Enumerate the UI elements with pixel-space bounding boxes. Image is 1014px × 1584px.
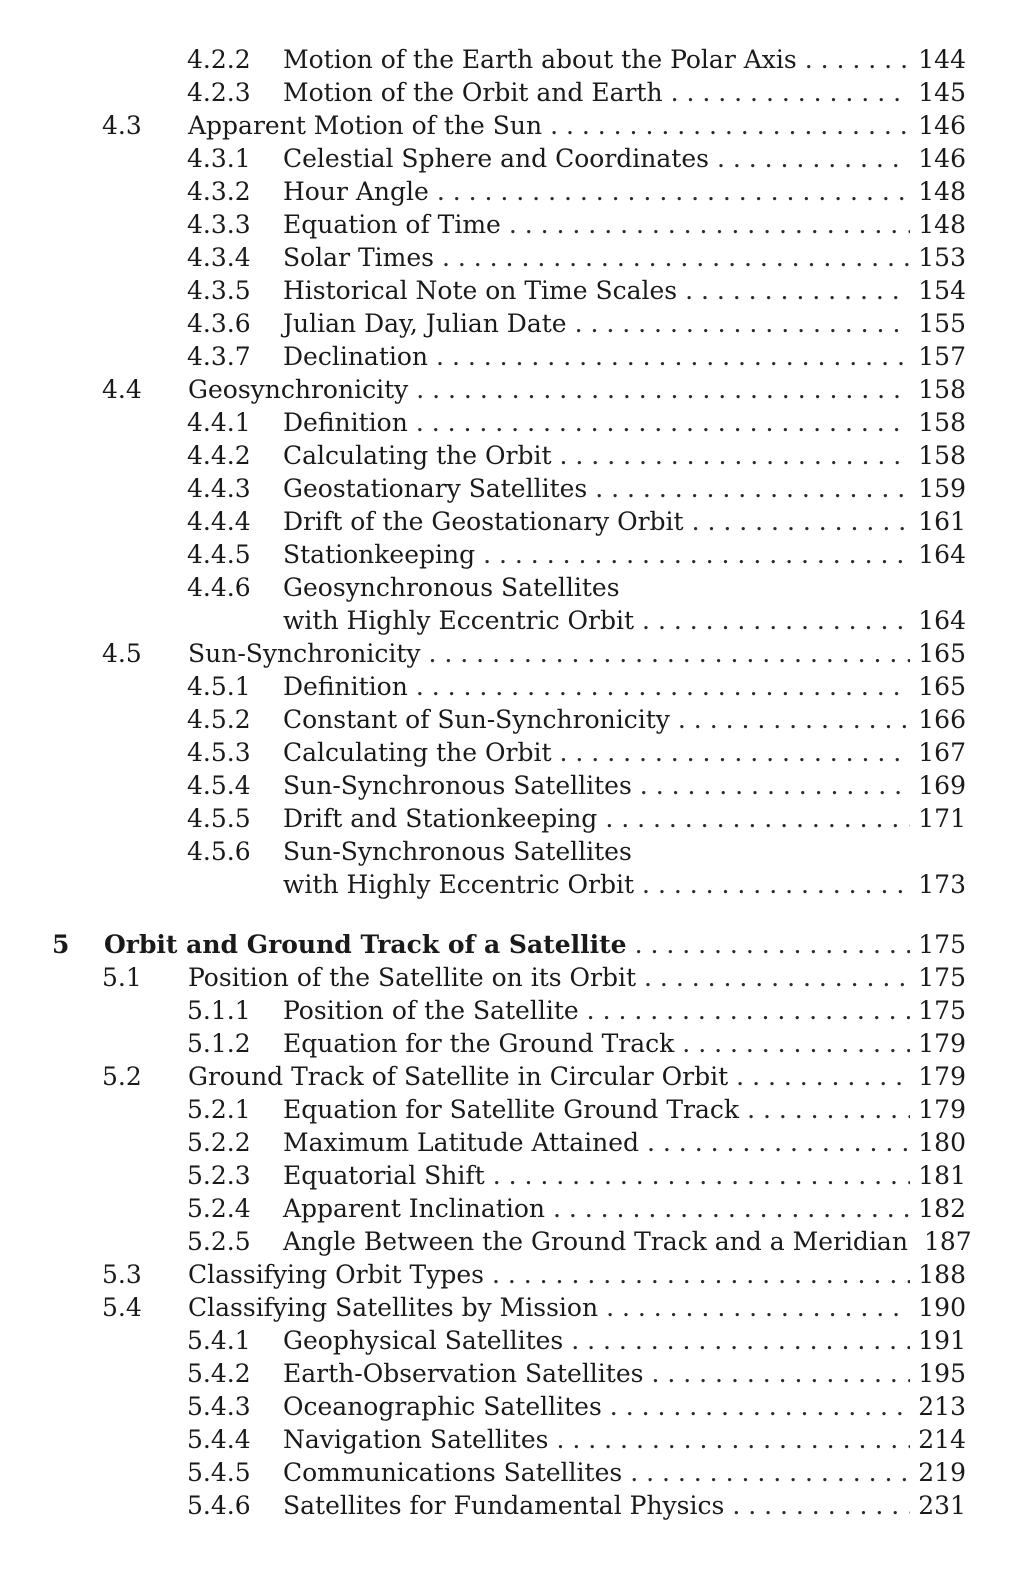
dot-leader bbox=[560, 736, 911, 769]
toc-entry-line bbox=[283, 1225, 972, 1258]
toc-entry-line bbox=[283, 1126, 966, 1159]
toc-entry-line bbox=[283, 175, 966, 208]
dot-leader bbox=[671, 76, 911, 109]
dot-leader bbox=[416, 670, 910, 703]
toc-entry-number: 5.2 bbox=[102, 1062, 142, 1091]
dot-leader bbox=[635, 928, 911, 961]
toc-entry-page-number: 169 bbox=[918, 771, 966, 800]
toc-entry-page-number: 148 bbox=[918, 177, 966, 206]
toc-subsection-entry bbox=[0, 241, 1014, 274]
toc-entry-line bbox=[283, 1456, 966, 1489]
toc-entry-line bbox=[188, 109, 966, 142]
toc-entry-page-number: 179 bbox=[918, 1062, 966, 1091]
toc-entry-title: Maximum Latitude Attained bbox=[283, 1128, 640, 1157]
toc-entry-number: 5.4.6 bbox=[187, 1491, 251, 1520]
toc-entry-line bbox=[188, 637, 966, 670]
toc-subsection-entry bbox=[0, 1423, 1014, 1456]
toc-entry-number: 4.3.6 bbox=[187, 309, 251, 338]
toc-section-entry bbox=[0, 1291, 1014, 1324]
toc-subsection-entry bbox=[0, 307, 1014, 340]
dot-leader bbox=[595, 472, 910, 505]
toc-entry-number: 5.1.2 bbox=[187, 1029, 251, 1058]
toc-entry-title: Equation of Time bbox=[283, 210, 501, 239]
toc-entry-page-number: 164 bbox=[918, 606, 966, 635]
toc-entry-number: 4.5 bbox=[102, 639, 142, 668]
toc-entry-line bbox=[188, 1060, 966, 1093]
toc-entry-title: Definition bbox=[283, 408, 408, 437]
toc-subsection-entry bbox=[0, 538, 1014, 571]
toc-entry-page-number: 145 bbox=[918, 78, 966, 107]
dot-leader bbox=[442, 241, 910, 274]
dot-leader bbox=[717, 142, 910, 175]
toc-subsection-entry bbox=[0, 835, 1014, 868]
toc-entry-number: 4.3.3 bbox=[187, 210, 251, 239]
dot-leader bbox=[556, 1423, 910, 1456]
toc-subsection-entry bbox=[0, 1126, 1014, 1159]
toc-entry-page-number: 146 bbox=[918, 111, 966, 140]
toc-subsection-entry bbox=[0, 208, 1014, 241]
toc-entry-title: Geostationary Satellites bbox=[283, 474, 588, 503]
toc-entry-line bbox=[283, 439, 966, 472]
toc-entry-title: Apparent Inclination bbox=[283, 1194, 545, 1223]
toc-chapter-entry bbox=[0, 928, 1014, 961]
toc-section-entry bbox=[0, 1258, 1014, 1291]
toc-subsection-entry bbox=[0, 274, 1014, 307]
toc-entry-line bbox=[283, 43, 966, 76]
toc-entry-line bbox=[283, 406, 966, 439]
toc-entry-line bbox=[283, 868, 966, 901]
toc-entry-number: 5.4.1 bbox=[187, 1326, 251, 1355]
dot-leader bbox=[587, 994, 911, 1027]
toc-entry-number: 5.4.3 bbox=[187, 1392, 251, 1421]
toc-entry-page-number: 158 bbox=[918, 441, 966, 470]
toc-entry-title: Classifying Satellites by Mission bbox=[188, 1293, 599, 1322]
toc-subsection-entry bbox=[0, 76, 1014, 109]
toc-entry-page-number: 179 bbox=[918, 1095, 966, 1124]
dot-leader bbox=[610, 1390, 910, 1423]
toc-entry-number: 5.1.1 bbox=[187, 996, 251, 1025]
toc-entry-number: 4.4.4 bbox=[187, 507, 251, 536]
toc-entry-page-number: 165 bbox=[918, 672, 966, 701]
toc-entry-title: Historical Note on Time Scales bbox=[283, 276, 678, 305]
toc-subsection-entry bbox=[0, 1225, 1014, 1258]
toc-entry-page-number: 213 bbox=[918, 1392, 966, 1421]
toc-entry-page-number: 158 bbox=[918, 408, 966, 437]
toc-entry-line bbox=[104, 928, 966, 961]
toc-entry-page-number: 148 bbox=[918, 210, 966, 239]
toc-entry-title: Motion of the Earth about the Polar Axis bbox=[283, 45, 797, 74]
dot-leader bbox=[550, 109, 910, 142]
toc-entry-line bbox=[283, 1489, 966, 1522]
dot-leader bbox=[575, 307, 911, 340]
toc-entry-page-number: 175 bbox=[918, 930, 966, 959]
toc-entry-number: 4.3.2 bbox=[187, 177, 251, 206]
toc-entry-number: 4.5.3 bbox=[187, 738, 251, 767]
toc-entry-line bbox=[283, 1027, 966, 1060]
toc-entry-number: 4.4.2 bbox=[187, 441, 251, 470]
toc-entry-number: 4.5.4 bbox=[187, 771, 251, 800]
toc-entry-title: Equation for the Ground Track bbox=[283, 1029, 675, 1058]
dot-leader bbox=[736, 1060, 910, 1093]
dot-leader bbox=[682, 1027, 910, 1060]
toc-entry-title: Drift of the Geostationary Orbit bbox=[283, 507, 684, 536]
toc-entry-number: 4.3 bbox=[102, 111, 142, 140]
dot-leader bbox=[429, 637, 911, 670]
dot-leader bbox=[492, 1258, 910, 1291]
toc-subsection-entry bbox=[0, 604, 1014, 637]
toc-entry-number: 4.4.3 bbox=[187, 474, 251, 503]
toc-entry-page-number: 166 bbox=[918, 705, 966, 734]
toc-entry-title: Earth-Observation Satellites bbox=[283, 1359, 644, 1388]
toc-entry-line bbox=[283, 1093, 966, 1126]
toc-entry-title: Navigation Satellites bbox=[283, 1425, 549, 1454]
toc-entry-title: Calculating the Orbit bbox=[283, 738, 552, 767]
toc-entry-page-number: 157 bbox=[918, 342, 966, 371]
toc-list bbox=[0, 43, 1014, 1522]
toc-entry-title: Satellites for Fundamental Physics bbox=[283, 1491, 725, 1520]
toc-subsection-entry bbox=[0, 439, 1014, 472]
toc-entry-number: 4.2.2 bbox=[187, 45, 251, 74]
toc-entry-title: Calculating the Orbit bbox=[283, 441, 552, 470]
toc-entry-page-number: 179 bbox=[918, 1029, 966, 1058]
toc-subsection-entry bbox=[0, 1093, 1014, 1126]
dot-leader bbox=[483, 538, 910, 571]
toc-subsection-entry bbox=[0, 505, 1014, 538]
toc-subsection-entry bbox=[0, 571, 1014, 604]
toc-entry-page-number: 171 bbox=[918, 804, 966, 833]
toc-entry-title: Declination bbox=[283, 342, 429, 371]
toc-entry-line bbox=[283, 1390, 966, 1423]
toc-entry-line bbox=[283, 538, 966, 571]
toc-subsection-entry bbox=[0, 703, 1014, 736]
toc-entry-page-number: 191 bbox=[918, 1326, 966, 1355]
toc-entry-line bbox=[283, 274, 966, 307]
toc-entry-line bbox=[283, 208, 966, 241]
toc-entry-line bbox=[283, 994, 966, 1027]
toc-entry-number: 5.2.2 bbox=[187, 1128, 251, 1157]
dot-leader bbox=[642, 868, 910, 901]
dot-leader bbox=[640, 769, 910, 802]
dot-leader bbox=[437, 175, 910, 208]
dot-leader bbox=[436, 340, 910, 373]
toc-entry-line bbox=[283, 1324, 966, 1357]
toc-subsection-entry bbox=[0, 340, 1014, 373]
toc-entry-page-number: 146 bbox=[918, 144, 966, 173]
toc-subsection-entry bbox=[0, 1159, 1014, 1192]
toc-entry-line bbox=[283, 307, 966, 340]
toc-entry-page-number: 144 bbox=[918, 45, 966, 74]
toc-entry-title: Sun-Synchronous Satellites bbox=[283, 837, 632, 866]
toc-entry-page-number: 188 bbox=[918, 1260, 966, 1289]
toc-entry-title: Position of the Satellite bbox=[283, 996, 579, 1025]
toc-entry-line bbox=[188, 373, 966, 406]
toc-subsection-entry bbox=[0, 472, 1014, 505]
toc-entry-line bbox=[283, 1357, 966, 1390]
toc-entry-title: Geosynchronicity bbox=[188, 375, 409, 404]
toc-entry-line bbox=[283, 1192, 966, 1225]
dot-leader bbox=[647, 1126, 910, 1159]
toc-entry-page-number: 180 bbox=[918, 1128, 966, 1157]
toc-entry-title: Geophysical Satellites bbox=[283, 1326, 564, 1355]
toc-entry-title: Angle Between the Ground Track and a Meridian bbox=[283, 1227, 908, 1256]
toc-entry-number: 4.3.1 bbox=[187, 144, 251, 173]
dot-leader bbox=[630, 1456, 910, 1489]
toc-subsection-entry bbox=[0, 802, 1014, 835]
toc-entry-page-number: 187 bbox=[923, 1227, 972, 1256]
toc-entry-number: 4.4.6 bbox=[187, 573, 251, 602]
toc-entry-page-number: 175 bbox=[918, 996, 966, 1025]
toc-entry-page-number: 173 bbox=[918, 870, 966, 899]
toc-entry-page-number: 214 bbox=[918, 1425, 966, 1454]
toc-subsection-entry bbox=[0, 406, 1014, 439]
toc-entry-number: 5.2.4 bbox=[187, 1194, 251, 1223]
toc-section-entry bbox=[0, 373, 1014, 406]
toc-subsection-entry bbox=[0, 1390, 1014, 1423]
toc-subsection-entry bbox=[0, 1357, 1014, 1390]
dot-leader bbox=[509, 208, 910, 241]
dot-leader bbox=[416, 406, 910, 439]
toc-entry-line bbox=[283, 604, 966, 637]
toc-subsection-entry bbox=[0, 769, 1014, 802]
toc-entry-number: 5.4.4 bbox=[187, 1425, 251, 1454]
toc-entry-number: 4.2.3 bbox=[187, 78, 251, 107]
toc-entry-title: Solar Times bbox=[283, 243, 434, 272]
toc-entry-number: 5.3 bbox=[102, 1260, 142, 1289]
toc-entry-title: Julian Day, Julian Date bbox=[283, 309, 567, 338]
toc-entry-number: 4.5.1 bbox=[187, 672, 251, 701]
toc-section-entry bbox=[0, 961, 1014, 994]
toc-subsection-entry bbox=[0, 868, 1014, 901]
toc-entry-page-number: 165 bbox=[918, 639, 966, 668]
toc-entry-page-number: 159 bbox=[918, 474, 966, 503]
toc-entry-title: Ground Track of Satellite in Circular Orbit bbox=[188, 1062, 729, 1091]
toc-entry-number: 4.3.4 bbox=[187, 243, 251, 272]
toc-section-entry bbox=[0, 109, 1014, 142]
toc-entry-page-number: 181 bbox=[918, 1161, 966, 1190]
toc-entry-line bbox=[188, 1291, 966, 1324]
toc-entry-title: Oceanographic Satellites bbox=[283, 1392, 602, 1421]
toc-entry-number: 5.1 bbox=[102, 963, 142, 992]
dot-leader bbox=[685, 274, 910, 307]
toc-entry-number: 5.4.5 bbox=[187, 1458, 251, 1487]
toc-subsection-entry bbox=[0, 142, 1014, 175]
dot-leader bbox=[571, 1324, 910, 1357]
dot-leader bbox=[692, 505, 911, 538]
toc-entry-number: 4.5.2 bbox=[187, 705, 251, 734]
toc-entry-line bbox=[283, 340, 966, 373]
toc-entry-line bbox=[283, 241, 966, 274]
toc-entry-number: 5.2.3 bbox=[187, 1161, 251, 1190]
toc-entry-line bbox=[283, 703, 966, 736]
toc-section-entry bbox=[0, 637, 1014, 670]
dot-leader bbox=[642, 604, 910, 637]
toc-entry-number: 5.4.2 bbox=[187, 1359, 251, 1388]
toc-entry-title: with Highly Eccentric Orbit bbox=[283, 870, 635, 899]
dot-leader bbox=[560, 439, 911, 472]
toc-entry-title: Celestial Sphere and Coordinates bbox=[283, 144, 709, 173]
toc-entry-line bbox=[188, 961, 966, 994]
dot-leader bbox=[805, 43, 911, 76]
toc-subsection-entry bbox=[0, 43, 1014, 76]
toc-entry-page-number: 190 bbox=[918, 1293, 966, 1322]
toc-entry-title: Sun-Synchronous Satellites bbox=[283, 771, 632, 800]
toc-entry-line bbox=[283, 1159, 966, 1192]
toc-entry-title: Orbit and Ground Track of a Satellite bbox=[104, 930, 627, 959]
toc-entry-page-number: 182 bbox=[918, 1194, 966, 1223]
toc-subsection-entry bbox=[0, 670, 1014, 703]
toc-entry-title: Equatorial Shift bbox=[283, 1161, 485, 1190]
toc-subsection-entry bbox=[0, 175, 1014, 208]
toc-entry-number: 5.2.1 bbox=[187, 1095, 251, 1124]
toc-entry-line bbox=[283, 505, 966, 538]
toc-entry-number: 5.4 bbox=[102, 1293, 142, 1322]
toc-entry-title: Drift and Stationkeeping bbox=[283, 804, 598, 833]
toc-entry-line bbox=[283, 670, 966, 703]
toc-entry-line bbox=[283, 472, 966, 505]
toc-entry-page-number: 175 bbox=[918, 963, 966, 992]
toc-entry-line bbox=[283, 1423, 966, 1456]
toc-entry-line bbox=[188, 1258, 966, 1291]
toc-entry-title: Equation for Satellite Ground Track bbox=[283, 1095, 740, 1124]
toc-entry-number: 4.5.6 bbox=[187, 837, 251, 866]
toc-entry-page-number: 167 bbox=[918, 738, 966, 767]
dot-leader bbox=[747, 1093, 910, 1126]
toc-entry-number: 5.2.5 bbox=[187, 1227, 251, 1256]
toc-entry-title: Definition bbox=[283, 672, 408, 701]
toc-subsection-entry bbox=[0, 1324, 1014, 1357]
toc-subsection-entry bbox=[0, 1192, 1014, 1225]
toc-entry-number: 4.5.5 bbox=[187, 804, 251, 833]
dot-leader bbox=[606, 1291, 910, 1324]
toc-entry-page-number: 195 bbox=[918, 1359, 966, 1388]
toc-subsection-entry bbox=[0, 994, 1014, 1027]
toc-entry-line bbox=[283, 736, 966, 769]
toc-entry-page-number: 154 bbox=[918, 276, 966, 305]
dot-leader bbox=[678, 703, 910, 736]
toc-entry-line bbox=[283, 142, 966, 175]
dot-leader bbox=[493, 1159, 911, 1192]
toc-entry-number: 4.3.5 bbox=[187, 276, 251, 305]
toc-entry-title: Position of the Satellite on its Orbit bbox=[188, 963, 637, 992]
toc-entry-title: Communications Satellites bbox=[283, 1458, 623, 1487]
dot-leader bbox=[416, 373, 910, 406]
toc-entry-title: Apparent Motion of the Sun bbox=[188, 111, 543, 140]
dot-leader bbox=[605, 802, 910, 835]
toc-subsection-entry bbox=[0, 1489, 1014, 1522]
toc-entry-line bbox=[283, 76, 966, 109]
toc-entry-number: 5 bbox=[52, 930, 70, 959]
toc-entry-title: Geosynchronous Satellites bbox=[283, 573, 620, 602]
toc-subsection-entry bbox=[0, 736, 1014, 769]
toc-entry-line bbox=[283, 769, 966, 802]
toc-entry-line bbox=[283, 835, 966, 868]
toc-section-entry bbox=[0, 1060, 1014, 1093]
toc-entry-line bbox=[283, 802, 966, 835]
toc-entry-title: Motion of the Orbit and Earth bbox=[283, 78, 663, 107]
toc-entry-line bbox=[283, 571, 966, 604]
toc-entry-page-number: 155 bbox=[918, 309, 966, 338]
toc-entry-page-number: 219 bbox=[918, 1458, 966, 1487]
dot-leader bbox=[732, 1489, 910, 1522]
toc-entry-title: with Highly Eccentric Orbit bbox=[283, 606, 635, 635]
toc-entry-number: 4.4.1 bbox=[187, 408, 251, 437]
toc-entry-page-number: 161 bbox=[918, 507, 966, 536]
toc-entry-title: Stationkeeping bbox=[283, 540, 476, 569]
toc-entry-page-number: 231 bbox=[918, 1491, 966, 1520]
toc-entry-number: 4.4 bbox=[102, 375, 142, 404]
toc-subsection-entry bbox=[0, 1027, 1014, 1060]
toc-entry-page-number: 158 bbox=[918, 375, 966, 404]
toc-entry-page-number: 153 bbox=[918, 243, 966, 272]
toc-subsection-entry bbox=[0, 1456, 1014, 1489]
toc-entry-title: Hour Angle bbox=[283, 177, 429, 206]
toc-entry-page-number: 164 bbox=[918, 540, 966, 569]
toc-entry-number: 4.3.7 bbox=[187, 342, 251, 371]
dot-leader bbox=[553, 1192, 910, 1225]
dot-leader bbox=[644, 961, 910, 994]
toc-entry-number: 4.4.5 bbox=[187, 540, 251, 569]
toc-entry-title: Constant of Sun-Synchronicity bbox=[283, 705, 670, 734]
dot-leader bbox=[651, 1357, 910, 1390]
toc-entry-title: Sun-Synchronicity bbox=[188, 639, 421, 668]
toc-entry-title: Classifying Orbit Types bbox=[188, 1260, 484, 1289]
